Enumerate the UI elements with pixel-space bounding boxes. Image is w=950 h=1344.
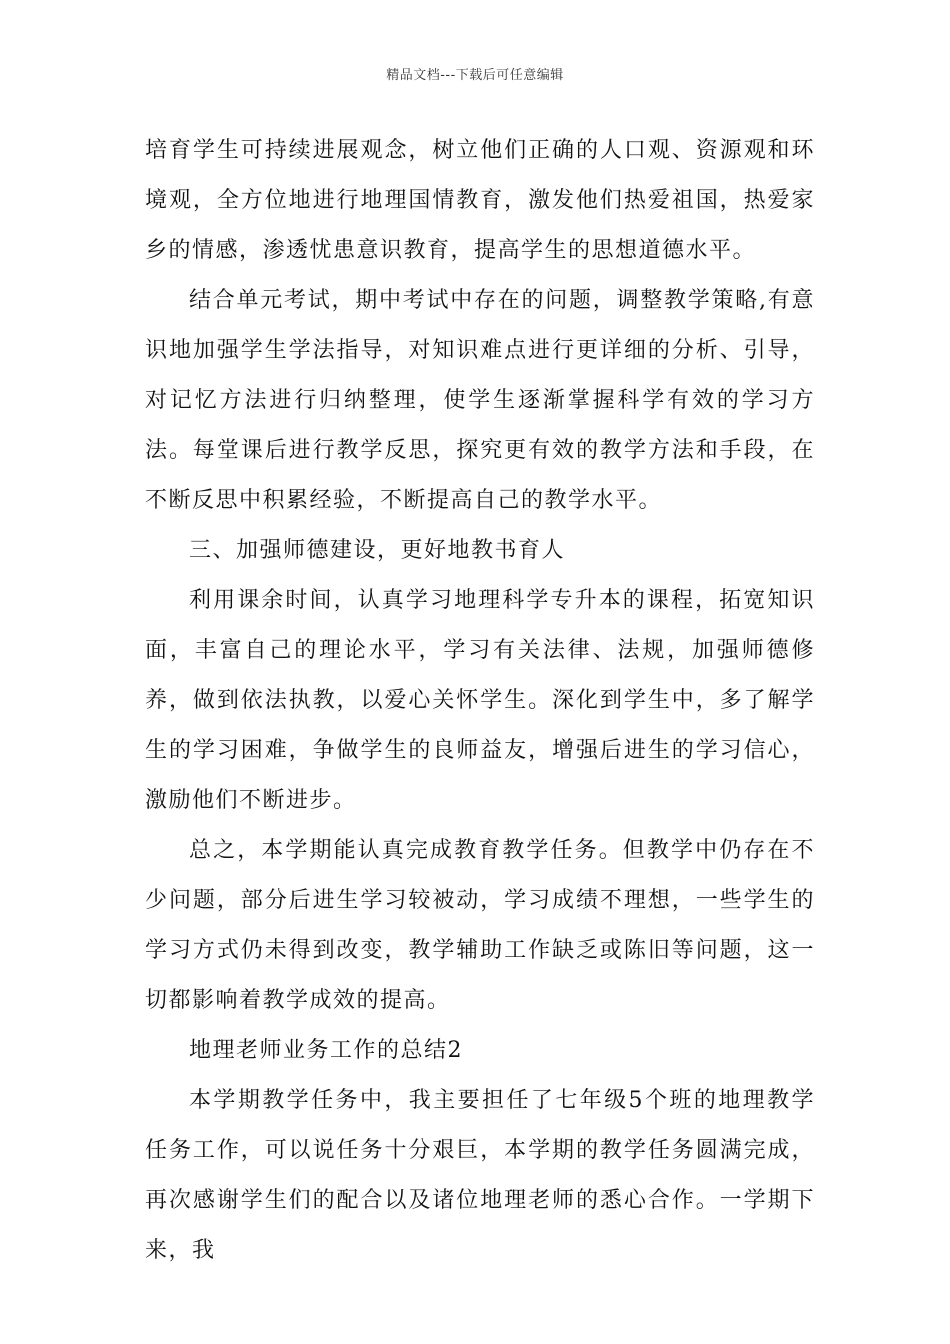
page-header: 精品文档---下载后可任意编辑 <box>386 68 564 83</box>
paragraph: 结合单元考试，期中考试中存在的问题，调整教学策略,有意识地加强学生学法指导，对知识难点进行更详细的分析、引导，对记忆方法进行归纳整理，使学生逐渐掌握科学有效的学习方法。每堂课后进行教学反思，探究更有效的教学方法和手段，在不断反思中积累经验，不断提高自己的教学水平。 <box>145 288 815 513</box>
paragraph-continuation: 培育学生可持续进展观念，树立他们正确的人口观、资源观和环境观，全方位地进行地理国情教育，激发他们热爱祖国，热爱家乡的情感，渗透忧患意识教育，提高学生的思想道德水平。 <box>145 138 815 263</box>
article-title: 地理老师业务工作的总结2 <box>189 1038 463 1063</box>
section-heading: 三、加强师德建设，更好地教书育人 <box>189 538 566 563</box>
paragraph: 利用课余时间，认真学习地理科学专升本的课程，拓宽知识面，丰富自己的理论水平，学习有关法律、法规，加强师德修养，做到依法执教，以爱心关怀学生。深化到学生中，多了解学生的学习困难，争做学生的良师益友，增强后进生的学习信心，激励他们不断进步。 <box>145 588 815 813</box>
paragraph: 本学期教学任务中，我主要担任了七年级5个班的地理教学任务工作，可以说任务十分艰巨，本学期的教学任务圆满完成，再次感谢学生们的配合以及诸位地理老师的悉心合作。一学期下来，我 <box>145 1088 815 1263</box>
paragraph: 总之，本学期能认真完成教育教学任务。但教学中仍存在不少问题，部分后进生学习较被动，学习成绩不理想，一些学生的学习方式仍未得到改变，教学辅助工作缺乏或陈旧等问题，这一切都影响着教学成效的提高。 <box>145 838 815 1013</box>
document-body <box>145 126 815 1276</box>
